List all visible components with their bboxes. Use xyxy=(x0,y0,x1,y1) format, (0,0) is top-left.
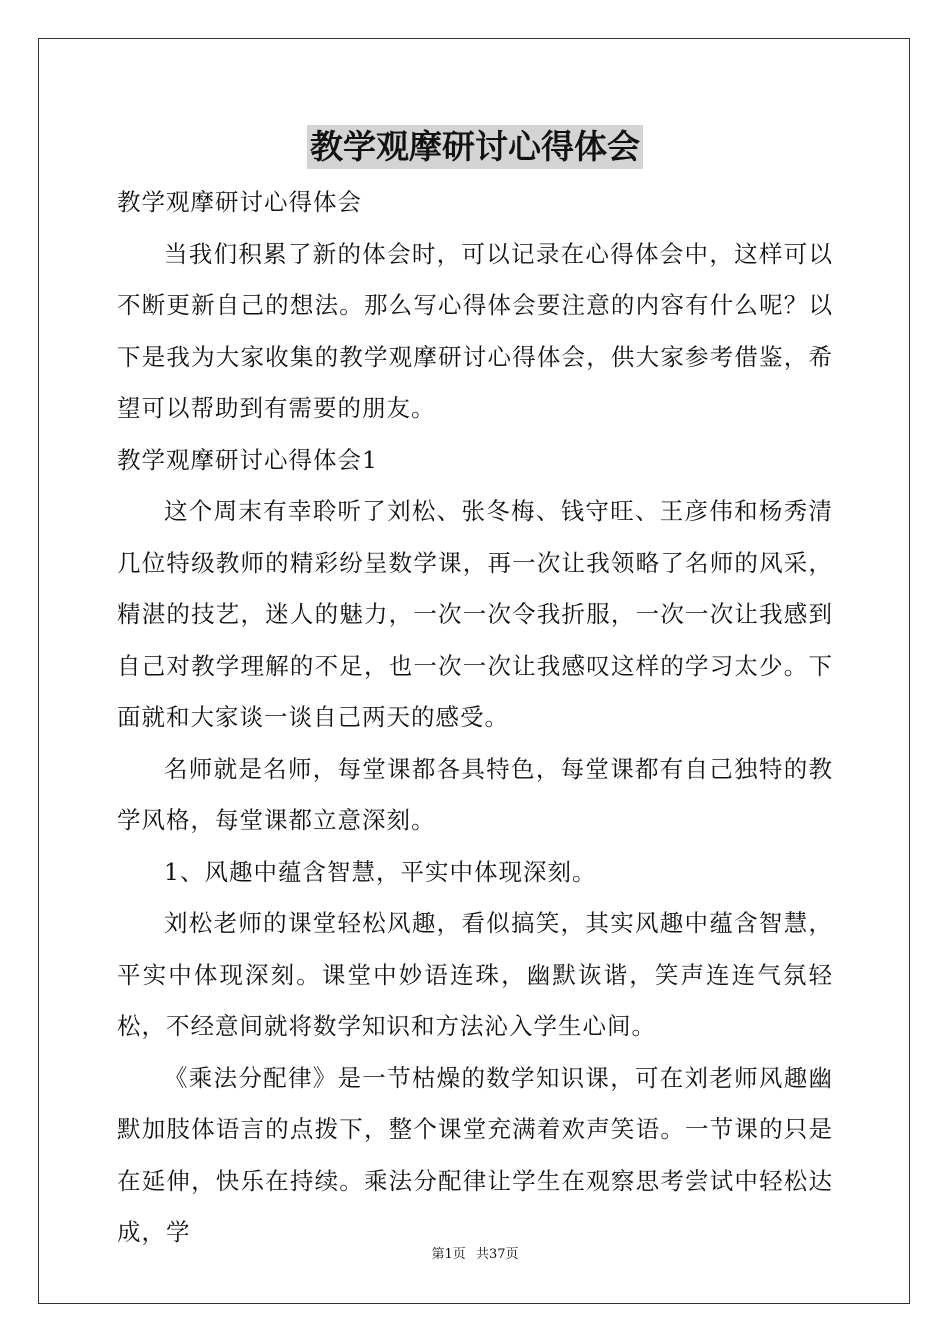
paragraph: 名师就是名师，每堂课都各具特色，每堂课都有自己独特的教学风格，每堂课都立意深刻。 xyxy=(117,754,833,834)
title-container xyxy=(0,125,950,169)
page-footer xyxy=(0,1245,950,1265)
document-body xyxy=(117,177,833,1259)
paragraph: 《乘法分配律》是一节枯燥的数学知识课，可在刘老师风趣幽默加肢体语言的点拨下，整个课堂充满着欢声笑语。一节课的只是在延伸，快乐在持续。乘法分配律让学生在观察思考尝试中轻松达成，学 xyxy=(117,1063,833,1246)
paragraph: 教学观摩研讨心得体会1 xyxy=(117,445,378,474)
paragraph: 1、风趣中蕴含智慧，平实中体现深刻。 xyxy=(164,857,597,886)
document-title: 教学观摩研讨心得体会 xyxy=(307,125,643,169)
paragraph: 教学观摩研讨心得体会 xyxy=(117,188,362,216)
page-number: 第1页 xyxy=(431,1247,466,1262)
page-total: 共37页 xyxy=(475,1247,519,1262)
paragraph: 当我们积累了新的体会时，可以记录在心得体会中，这样可以不断更新自己的想法。那么写心得体会要注意的内容有什么呢？以下是我为大家收集的教学观摩研讨心得体会，供大家参考借鉴，希望可以帮助到有需要的朋友。 xyxy=(117,239,833,422)
paragraph: 刘松老师的课堂轻松风趣，看似搞笑，其实风趣中蕴含智慧，平实中体现深刻。课堂中妙语连珠，幽默诙谐，笑声连连气氛轻松，不经意间就将数学知识和方法沁入学生心间。 xyxy=(117,909,833,1040)
paragraph: 这个周末有幸聆听了刘松、张冬梅、钱守旺、王彦伟和杨秀清几位特级教师的精彩纷呈数学课，再一次让我领略了名师的风采，精湛的技艺，迷人的魅力，一次一次令我折服，一次一次让我感到自己对教学理解的不足，也一次一次让我感叹这样的学习太少。下面就和大家谈一谈自己两天的感受。 xyxy=(117,497,833,731)
